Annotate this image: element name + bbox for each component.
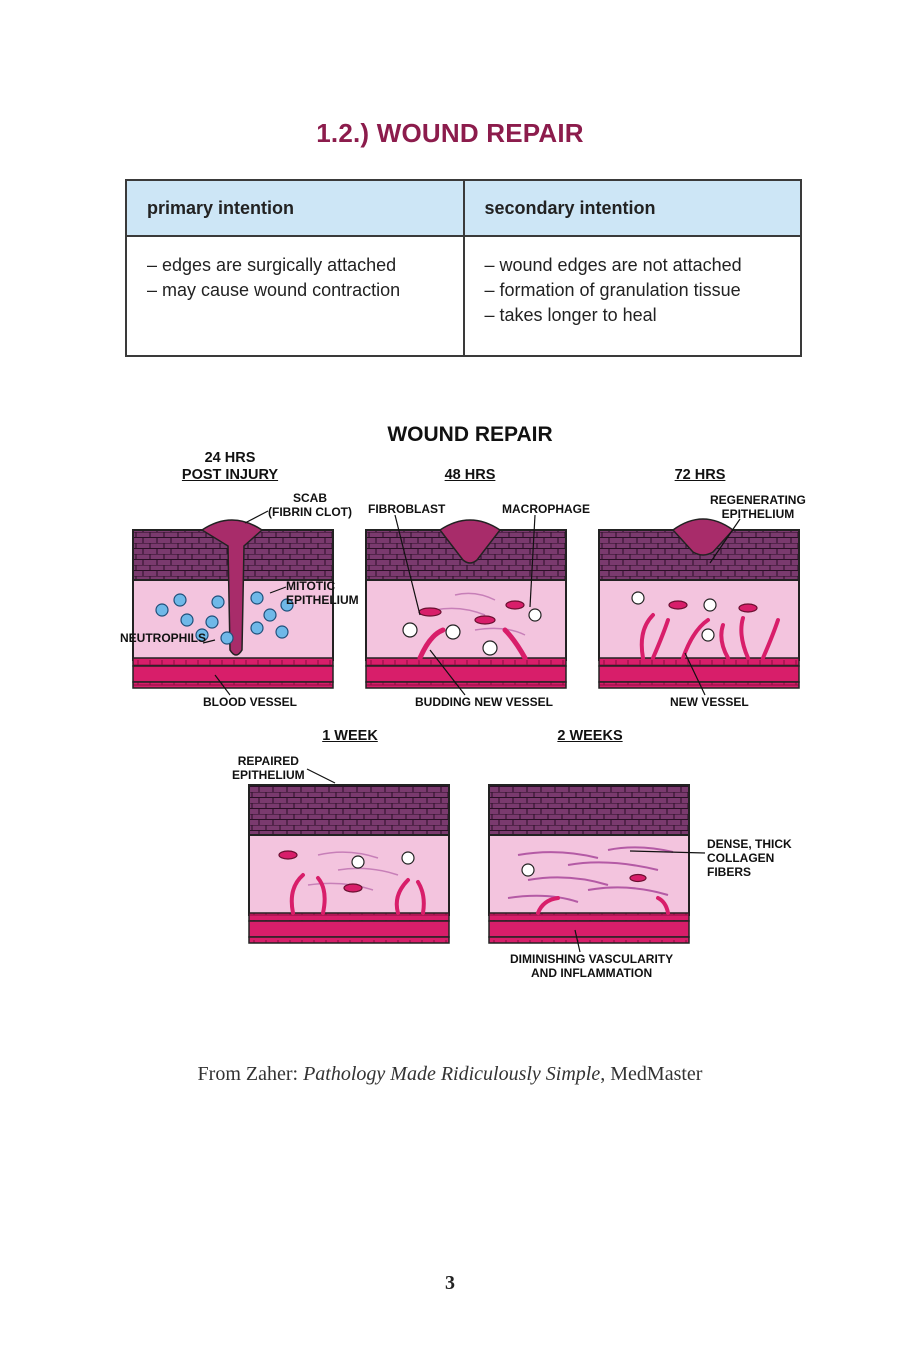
primary-line: – may cause wound contraction	[147, 280, 401, 300]
label-regen-line2: EPITHELIUM	[721, 507, 795, 521]
label-neutrophils: NEUTROPHILS	[120, 631, 207, 645]
label-collagen-line2: COLLAGEN	[707, 851, 775, 865]
label-collagen-line1: DENSE, THICK	[707, 837, 792, 851]
label-budding-new-vessel: BUDDING NEW VESSEL	[415, 695, 554, 709]
label-macrophage: MACROPHAGE	[502, 502, 591, 516]
stage-72hrs-label: 72 HRS	[674, 467, 726, 483]
stage-1week-label: 1 WEEK	[322, 728, 378, 744]
label-diminish-line1: DIMINISHING VASCULARITY	[510, 952, 674, 966]
label-regen-line1: REGENERATING	[710, 493, 806, 507]
label-fibroblast: FIBROBLAST	[368, 502, 446, 516]
secondary-line: – formation of granulation tissue	[484, 280, 741, 300]
header-secondary-intention: secondary intention	[464, 180, 802, 236]
primary-line: – edges are surgically attached	[147, 255, 397, 275]
label-mitotic-line1: MITOTIC	[286, 579, 336, 593]
secondary-line: – wound edges are not attached	[484, 255, 742, 275]
figure-credit	[0, 1063, 900, 1086]
label-scab-line1: SCAB	[292, 491, 327, 505]
page-number: 3	[445, 1272, 455, 1294]
credit-book-title: Pathology Made Ridiculously Simple	[303, 1063, 601, 1085]
credit-suffix: , MedMaster	[600, 1063, 703, 1085]
credit-prefix: From Zaher:	[197, 1063, 304, 1085]
secondary-intention-cell	[464, 236, 802, 356]
label-diminish-line2: AND INFLAMMATION	[531, 966, 653, 980]
label-new-vessel: NEW VESSEL	[670, 695, 749, 709]
label-scab-line2: (FIBRIN CLOT)	[268, 505, 352, 519]
label-repaired-line2: EPITHELIUM	[232, 768, 305, 782]
label-collagen-line3: FIBERS	[707, 865, 752, 879]
label-blood-vessel: BLOOD VESSEL	[203, 695, 298, 709]
stage-24hrs-line1: 24 HRS	[204, 450, 256, 466]
leader-lines	[120, 415, 820, 995]
figure-title: WOUND REPAIR	[387, 423, 553, 446]
wound-repair-figure	[120, 415, 820, 995]
primary-intention-cell	[126, 236, 464, 356]
stage-2weeks-label: 2 WEEKS	[557, 728, 623, 744]
label-repaired-line1: REPAIRED	[237, 754, 299, 768]
comparison-table	[125, 179, 802, 357]
stage-48hrs-label: 48 HRS	[444, 467, 496, 483]
header-primary-intention: primary intention	[126, 180, 464, 236]
secondary-line: – takes longer to heal	[484, 305, 657, 325]
stage-24hrs-line2: POST INJURY	[181, 467, 279, 483]
section-title: 1.2.) WOUND REPAIR	[316, 118, 584, 148]
label-mitotic-line2: EPITHELIUM	[286, 593, 359, 607]
